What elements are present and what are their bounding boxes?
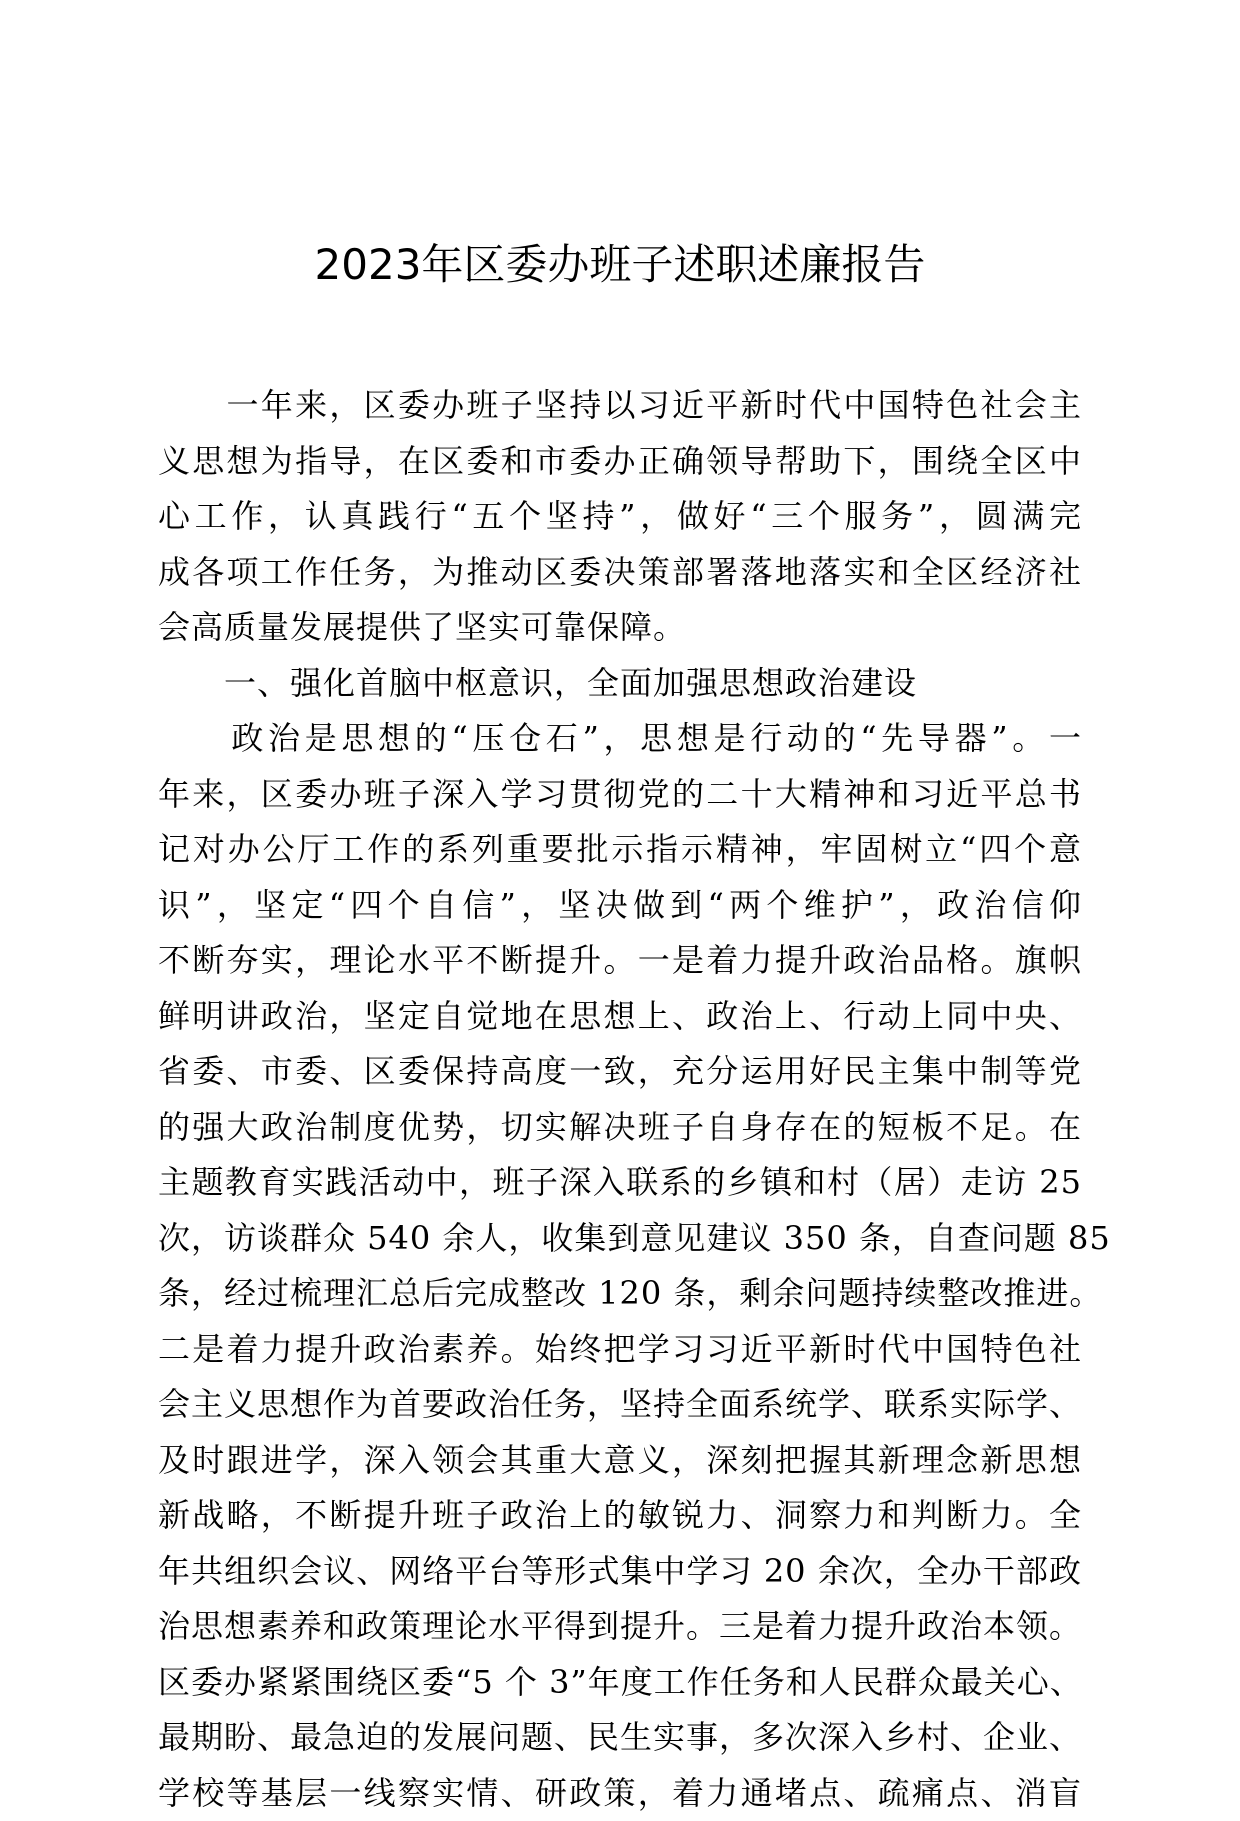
paragraph-line: 主题教育实践活动中，班子深入联系的乡镇和村（居）走访 25 bbox=[158, 1155, 1082, 1211]
paragraph-line: 会主义思想作为首要政治任务，坚持全面系统学、联系实际学、 bbox=[158, 1377, 1082, 1433]
paragraph-line: 学校等基层一线察实情、研政策，着力通堵点、疏痛点、消盲 bbox=[158, 1766, 1082, 1821]
paragraph-line: 年共组织会议、网络平台等形式集中学习 20 余次，全办干部政 bbox=[158, 1544, 1082, 1600]
paragraph-line: 新战略，不断提升班子政治上的敏锐力、洞察力和判断力。全 bbox=[158, 1488, 1082, 1544]
paragraph-line: 区委办紧紧围绕区委“5 个 3”年度工作任务和人民群众最关心、 bbox=[158, 1655, 1082, 1711]
paragraph-line: 及时跟进学，深入领会其重大意义，深刻把握其新理念新思想 bbox=[158, 1433, 1082, 1489]
paragraph-line: 最期盼、最急迫的发展问题、民生实事，多次深入乡村、企业、 bbox=[158, 1710, 1082, 1766]
paragraph-line: 政治是思想的“压仓石”，思想是行动的“先导器”。一 bbox=[158, 711, 1082, 767]
paragraph-line: 次，访谈群众 540 余人，收集到意见建议 350 条，自查问题 85 bbox=[158, 1211, 1082, 1267]
paragraph-line: 条，经过梳理汇总后完成整改 120 条，剩余问题持续整改推进。 bbox=[158, 1266, 1082, 1322]
paragraph-line: 的强大政治制度优势，切实解决班子自身存在的短板不足。在 bbox=[158, 1100, 1082, 1156]
paragraph-line: 义思想为指导，在区委和市委办正确领导帮助下，围绕全区中 bbox=[158, 434, 1082, 490]
paragraph-line: 成各项工作任务，为推动区委决策部署落地落实和全区经济社 bbox=[158, 545, 1082, 601]
document-body bbox=[158, 378, 1082, 1821]
section-heading: 一、强化首脑中枢意识，全面加强思想政治建设 bbox=[158, 656, 1082, 712]
paragraph-line: 一年来，区委办班子坚持以习近平新时代中国特色社会主 bbox=[158, 378, 1082, 434]
paragraph-line: 记对办公厅工作的系列重要批示指示精神，牢固树立“四个意 bbox=[158, 822, 1082, 878]
paragraph-line: 心工作，认真践行“五个坚持”，做好“三个服务”，圆满完 bbox=[158, 489, 1082, 545]
paragraph-line: 鲜明讲政治，坚定自觉地在思想上、政治上、行动上同中央、 bbox=[158, 989, 1082, 1045]
paragraph-line: 治思想素养和政策理论水平得到提升。三是着力提升政治本领。 bbox=[158, 1599, 1082, 1655]
paragraph-line: 会高质量发展提供了坚实可靠保障。 bbox=[158, 600, 1082, 656]
document-title: 2023年区委办班子述职述廉报告 bbox=[0, 236, 1240, 294]
paragraph-line: 省委、市委、区委保持高度一致，充分运用好民主集中制等党 bbox=[158, 1044, 1082, 1100]
paragraph-line: 不断夯实，理论水平不断提升。一是着力提升政治品格。旗帜 bbox=[158, 933, 1082, 989]
paragraph-line: 识”，坚定“四个自信”，坚决做到“两个维护”，政治信仰 bbox=[158, 878, 1082, 934]
paragraph-line: 年来，区委办班子深入学习贯彻党的二十大精神和习近平总书 bbox=[158, 767, 1082, 823]
paragraph-line: 二是着力提升政治素养。始终把学习习近平新时代中国特色社 bbox=[158, 1322, 1082, 1378]
